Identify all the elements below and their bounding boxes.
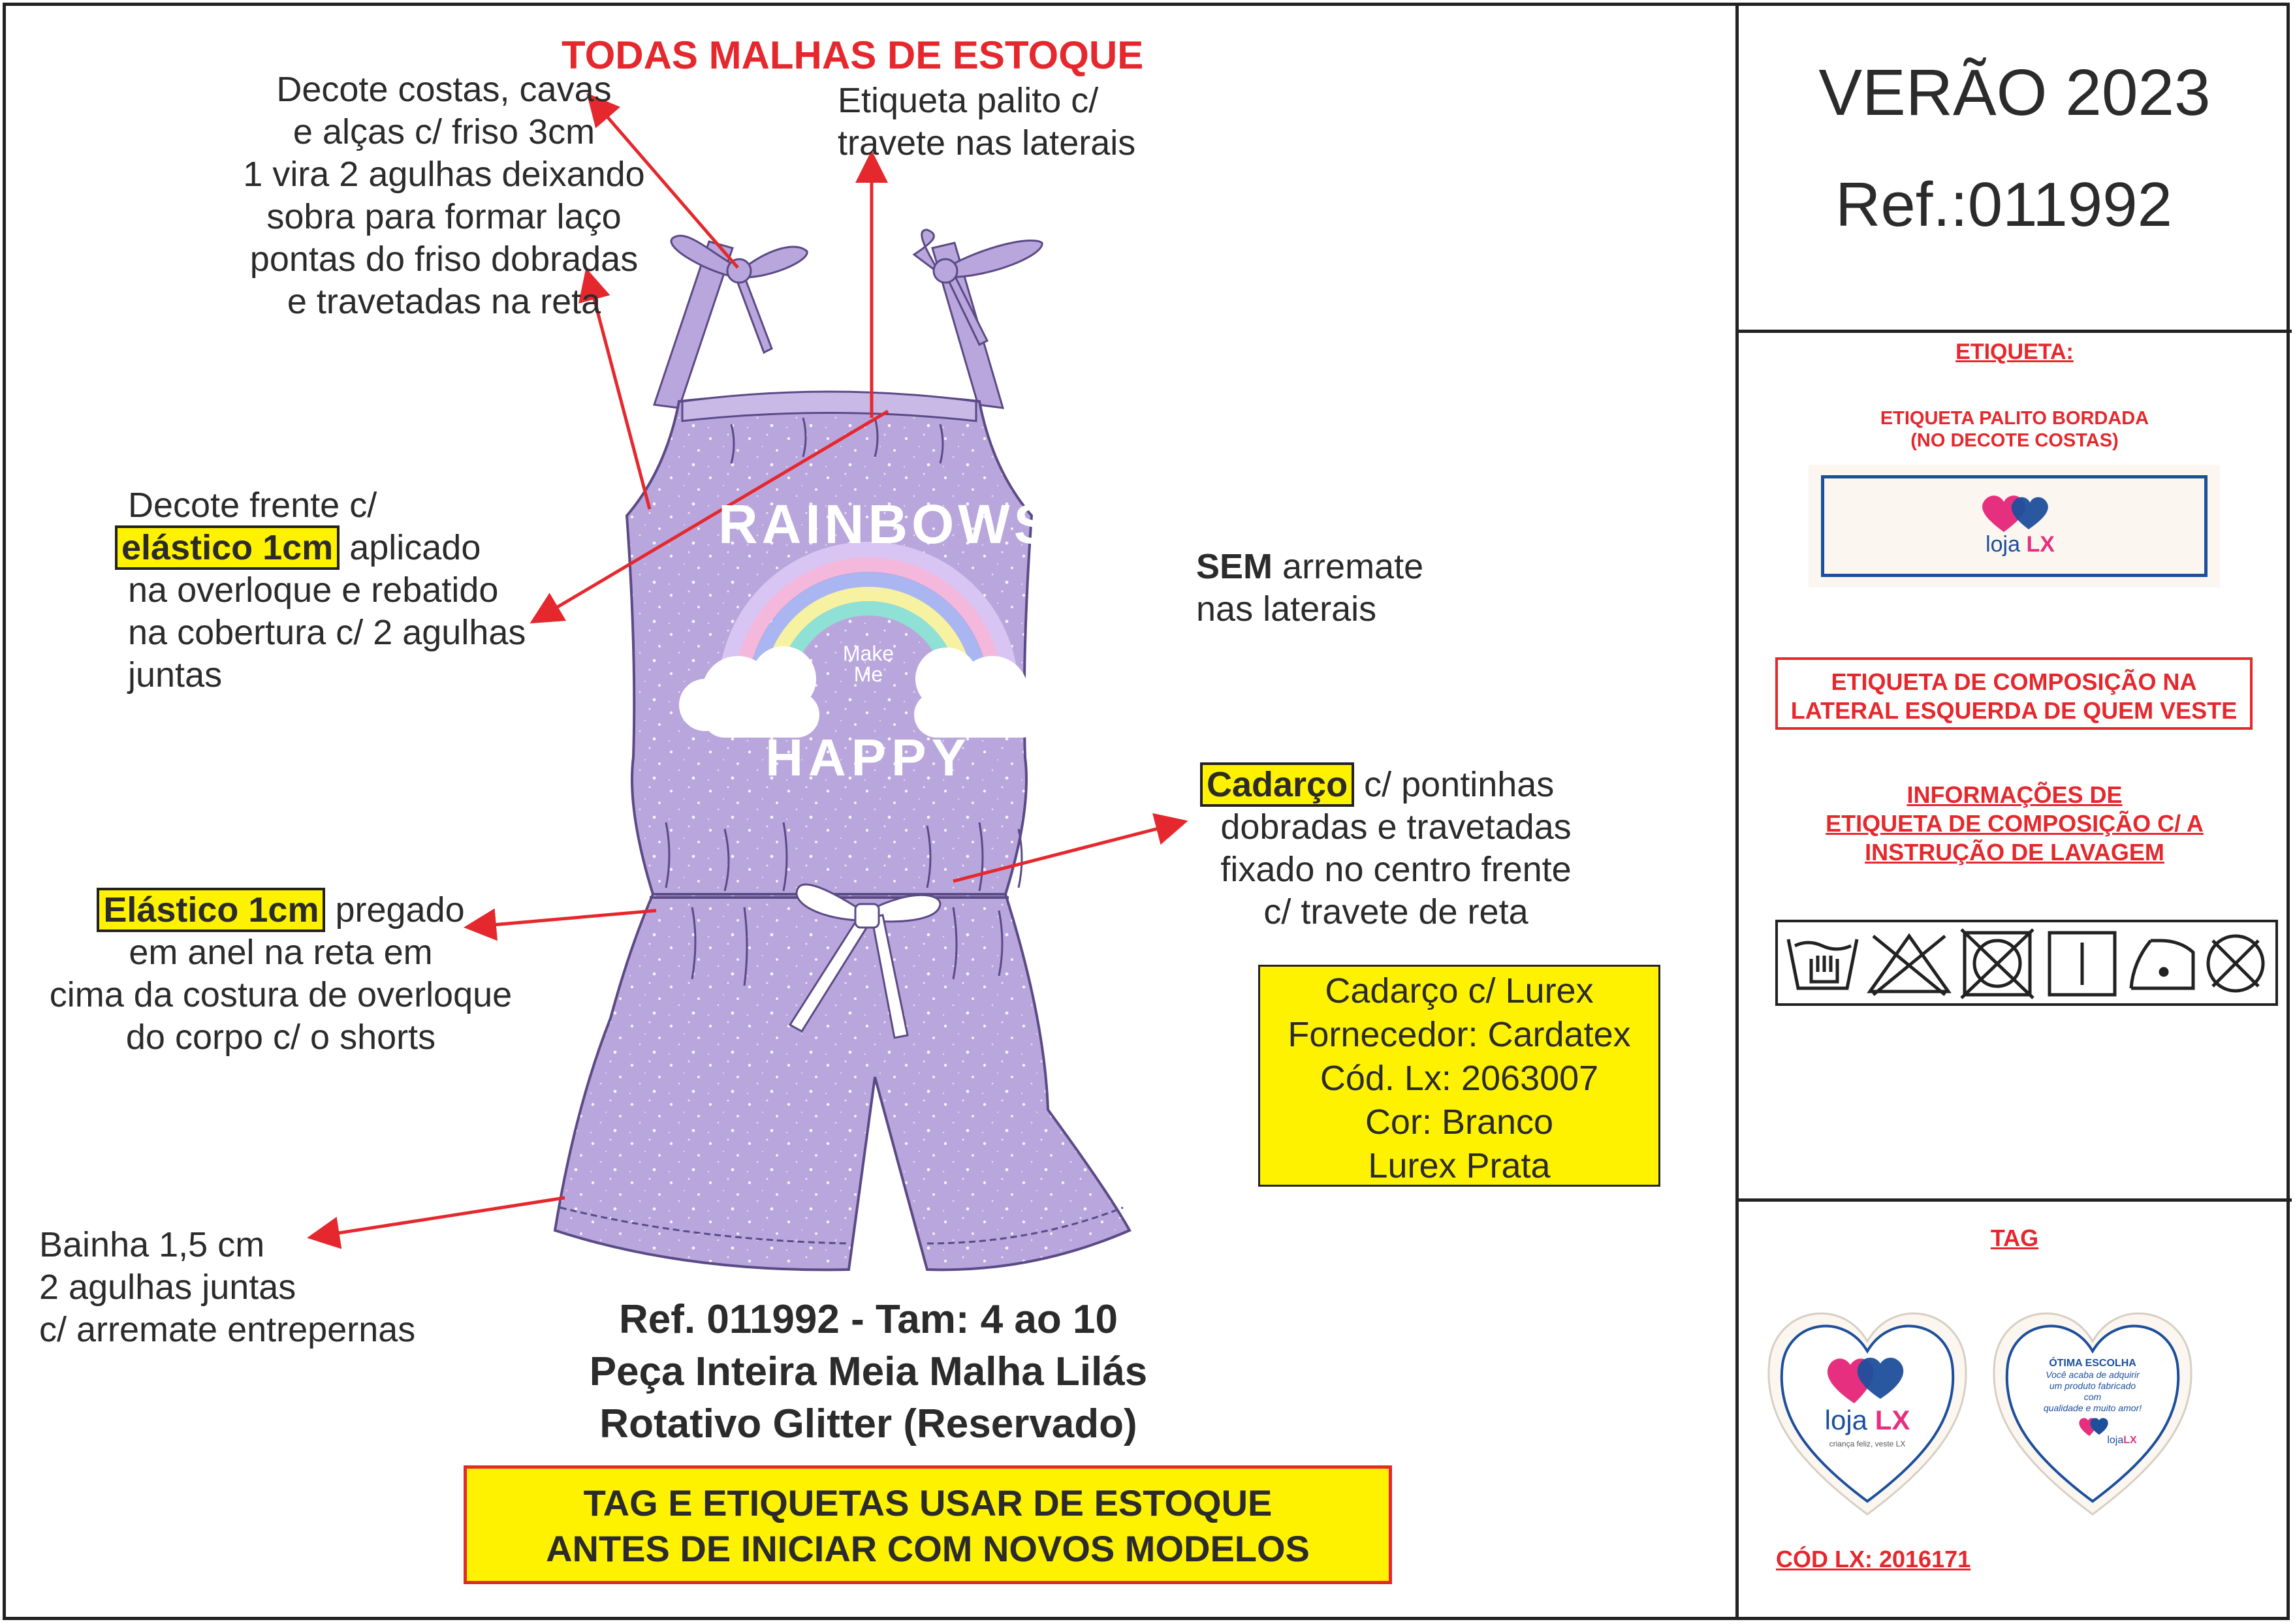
composition-line: ETIQUETA DE COMPOSIÇÃO NA <box>1831 668 2197 695</box>
product-ref-line: Ref. 011992 - Tam: 4 ao 10 <box>619 1297 1118 1342</box>
logo-lx: LX <box>2026 532 2055 557</box>
cord-spec-line: Cor: Branco <box>1365 1102 1554 1142</box>
product-print-line: Rotativo Glitter (Reservado) <box>599 1401 1137 1446</box>
cord-spec-line: Cadarço c/ Lurex <box>1325 971 1594 1010</box>
waist-elastic-highlight: Elástico 1cm <box>97 888 325 932</box>
embroidered-label-line: ETIQUETA PALITO BORDADA <box>1880 408 2149 429</box>
tag-front-logo-text <box>1822 1405 1913 1436</box>
product-description <box>509 1294 1227 1450</box>
logo-word: loja <box>1986 532 2021 557</box>
back-neck-line: Decote costas, cavas <box>276 70 612 109</box>
waist-line: cima da costura de overloque <box>49 975 513 1014</box>
print-make-me <box>829 643 908 685</box>
tag-back-logo-lx: LX <box>2123 1435 2137 1446</box>
front-neck-line: juntas <box>128 655 223 695</box>
back-neck-line: 1 vira 2 agulhas deixando <box>243 155 645 194</box>
tag-logo-lx: LX <box>1875 1405 1910 1435</box>
tag-back-line: qualidade e muito amor! <box>2043 1403 2142 1413</box>
tag-back-title: ÓTIMA ESCOLHA <box>2049 1358 2136 1369</box>
drawcord-spec-box <box>1258 965 1660 1187</box>
woven-label <box>1809 465 2220 587</box>
drawcord-line: c/ pontinhas <box>1364 765 1555 804</box>
embroidered-label-line: (NO DECOTE COSTAS) <box>1910 430 2119 451</box>
tag-back-logo-text <box>2099 1435 2145 1446</box>
back-neck-line: sobra para formar laço <box>266 197 622 236</box>
warning-line: TAG E ETIQUETAS USAR DE ESTOQUE <box>583 1482 1273 1523</box>
tag-back-text <box>2040 1358 2145 1414</box>
label-section-title: ETIQUETA: <box>1955 339 2074 364</box>
stock-warning-box <box>464 1465 1392 1584</box>
hem-line: Bainha 1,5 cm <box>39 1225 265 1264</box>
panel-divider-1 <box>1735 330 2292 333</box>
panel-divider-2 <box>1735 1198 2292 1202</box>
right-strap <box>914 230 1042 408</box>
front-neck-applied: aplicado <box>349 528 481 567</box>
waist-line: do corpo c/ o shorts <box>125 1018 436 1057</box>
waist-note <box>26 889 535 1059</box>
waist-line: pregado <box>335 890 465 929</box>
label-note-line: Etiqueta palito c/ <box>838 81 1099 120</box>
sides-line: arremate <box>1282 547 1424 586</box>
waist-line: em anel na reta em <box>129 933 433 972</box>
cord-spec-line: Cód. Lx: 2063007 <box>1320 1059 1599 1098</box>
front-neck-line: Decote frente c/ <box>128 486 377 525</box>
drawcord-note <box>1200 764 1592 933</box>
composition-label-box <box>1775 657 2253 730</box>
care-info-title <box>1739 781 2290 867</box>
label-logo-text <box>1974 532 2066 557</box>
sides-line: nas laterais <box>1196 589 1377 629</box>
drawcord-highlight: Cadarço <box>1200 762 1354 807</box>
cord-spec-line: Lurex Prata <box>1368 1146 1551 1185</box>
product-name-line: Peça Inteira Meia Malha Lilás <box>589 1349 1148 1394</box>
woven-label-border <box>1821 475 2208 577</box>
stock-fabrics-title: TODAS MALHAS DE ESTOQUE <box>562 33 1144 77</box>
drawcord-line: fixado no centro frente <box>1220 850 1572 889</box>
tag-back-logo-word: loja <box>2107 1435 2124 1446</box>
sides-note <box>1196 546 1423 631</box>
season-title: VERÃO 2023 <box>1818 56 2211 129</box>
heart-logo-icon <box>1978 492 2063 537</box>
hem-note <box>39 1224 415 1351</box>
back-neck-line: pontas do friso dobradas <box>249 240 639 279</box>
sides-bold: SEM <box>1196 547 1273 586</box>
reference-title: Ref.:011992 <box>1835 170 2172 240</box>
tag-back-line: Você acaba de adquirir <box>2046 1369 2140 1380</box>
cord-spec-line: Fornecedor: Cardatex <box>1288 1015 1631 1054</box>
back-neck-note <box>157 69 731 323</box>
front-neck-line: na cobertura c/ 2 agulhas <box>128 613 526 652</box>
hem-line: 2 agulhas juntas <box>39 1268 296 1307</box>
print-make: Make <box>842 642 894 665</box>
front-neck-note <box>115 484 526 696</box>
tag-slogan: criança feliz, veste LX <box>1829 1439 1906 1448</box>
tag-section-title: TAG <box>1990 1225 2039 1251</box>
care-info-line: ETIQUETA DE COMPOSIÇÃO C/ A <box>1826 810 2204 837</box>
label-note-line: travete nas laterais <box>838 123 1136 163</box>
embroidered-label-note <box>1739 407 2290 452</box>
drawcord-line: c/ travete de reta <box>1263 892 1528 931</box>
label-note <box>838 80 1135 164</box>
elastic-highlight: elástico 1cm <box>115 525 340 570</box>
composition-line: LATERAL ESQUERDA DE QUEM VESTE <box>1790 697 2238 724</box>
front-neck-line: na overloque e rebatido <box>128 570 499 610</box>
care-info-line: INSTRUÇÃO DE LAVAGEM <box>1865 839 2164 866</box>
print-rainbows-text: RAINBOWS <box>718 493 1054 555</box>
warning-line: ANTES DE INICIAR COM NOVOS MODELOS <box>546 1528 1310 1569</box>
print-me: Me <box>853 663 883 686</box>
print-happy-text: HAPPY <box>765 728 972 787</box>
tag-logo-word: loja <box>1824 1405 1868 1435</box>
drawcord-line: dobradas e travetadas <box>1220 807 1572 847</box>
tag-code: CÓD LX: 2016171 <box>1776 1546 1971 1572</box>
back-neck-line: e travetadas na reta <box>287 282 601 321</box>
tag-back-line: um produto fabricado com <box>2049 1381 2136 1402</box>
care-info-line: INFORMAÇÕES DE <box>1907 781 2123 808</box>
back-neck-line: e alças c/ friso 3cm <box>293 112 595 151</box>
care-symbols-strip <box>1775 920 2278 1006</box>
hem-line: c/ arremate entrepernas <box>39 1310 416 1349</box>
